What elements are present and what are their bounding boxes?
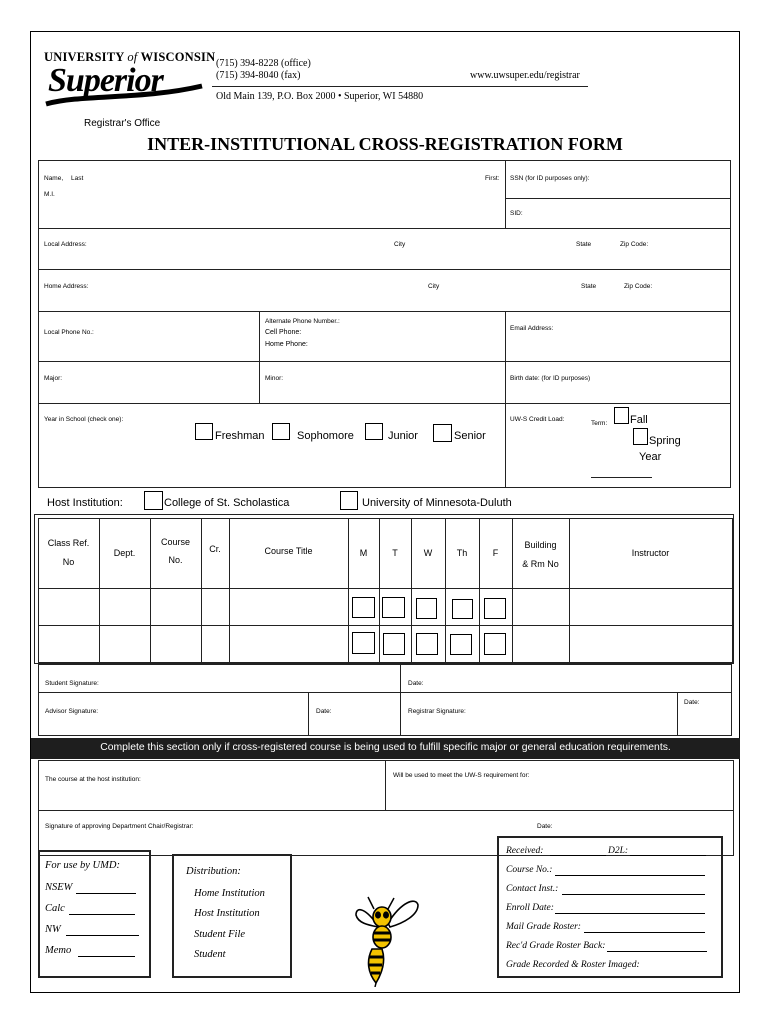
row1-tuesday-checkbox[interactable]: [382, 597, 405, 618]
senior-label: Senior: [454, 430, 486, 442]
signature-section: [38, 664, 732, 736]
received-label: Received:: [506, 846, 544, 856]
section-banner-text: Complete this section only if cross-registered course is being used to fulfill specific major or general education requirements.: [100, 742, 671, 753]
course-title-header: Course Title: [264, 546, 313, 556]
row1-monday-checkbox[interactable]: [352, 597, 375, 618]
distribution-student-file: Student File: [194, 929, 246, 940]
local-address-label: Local Address:: [44, 241, 87, 248]
thursday-header: Th: [456, 548, 468, 558]
wednesday-header: W: [423, 548, 433, 558]
contact-inst-line[interactable]: [562, 894, 705, 895]
local-zip-label: Zip Code:: [620, 241, 649, 248]
university-name: UNIVERSITY of WISCONSIN: [44, 50, 216, 64]
course-no-header: Course: [160, 537, 190, 547]
logo-word: Superior: [48, 62, 163, 99]
mailing-address: Old Main 139, P.O. Box 2000 • Superior, WI 54880: [216, 91, 424, 102]
student-date-label: Date:: [408, 680, 424, 687]
fall-label: Fall: [630, 414, 648, 426]
row2-tuesday-checkbox[interactable]: [383, 633, 405, 655]
umd-nsew-label: NSEW: [45, 882, 73, 893]
course-no-label: Course No.:: [506, 865, 553, 875]
distribution-student: Student: [194, 949, 226, 960]
friday-header: F: [492, 548, 499, 558]
spring-checkbox[interactable]: [633, 428, 648, 445]
email-label: Email Address:: [510, 325, 554, 332]
umd-nw-line[interactable]: [66, 935, 139, 936]
grade-roster-back-label: Rec'd Grade Roster Back:: [506, 941, 606, 951]
junior-label: Junior: [388, 430, 418, 442]
d2l-line[interactable]: [630, 855, 706, 856]
minor-label: Minor:: [265, 375, 284, 382]
advisor-date-label: Date:: [316, 708, 332, 715]
row2-wednesday-checkbox[interactable]: [416, 633, 438, 655]
umd-memo-label: Memo: [45, 945, 72, 956]
distribution-home: Home Institution: [194, 888, 265, 899]
dept-header: Dept.: [113, 548, 136, 558]
home-address-label: Home Address:: [44, 283, 89, 290]
local-state-label: State: [576, 241, 592, 248]
home-city-label: City: [428, 283, 440, 290]
tuesday-header: T: [392, 548, 398, 558]
major-label: Major:: [44, 375, 63, 382]
home-zip-label: Zip Code:: [624, 283, 653, 290]
university-logo: [40, 46, 216, 136]
local-phone-label: Local Phone No.:: [44, 329, 94, 336]
spring-label: Spring: [649, 435, 681, 447]
logo-swoosh: [42, 64, 204, 106]
credits-header: Cr.: [209, 544, 221, 554]
contact-inst-label: Contact Inst.:: [506, 884, 559, 894]
d2l-label: D2L:: [608, 846, 629, 856]
building-header-rm: & Rm No: [522, 559, 559, 569]
year-in-school-label: Year in School (check one):: [44, 416, 124, 423]
course-no-line[interactable]: [555, 875, 705, 876]
received-line[interactable]: [550, 855, 606, 856]
registrar-office-label: Registrar's Office: [84, 118, 161, 129]
sophomore-label: Sophomore: [297, 430, 354, 442]
row2-thursday-checkbox[interactable]: [450, 634, 472, 655]
year-label: Year: [639, 451, 662, 463]
dept-chair-signature-label: Signature of approving Department Chair/Registrar:: [45, 823, 194, 830]
dept-chair-date-label: Date:: [537, 823, 553, 830]
website: www.uwsuper.edu/registrar: [470, 70, 580, 81]
umd-nw-label: NW: [45, 924, 61, 935]
form-title: INTER-INSTITUTIONAL CROSS-REGISTRATION FORM: [147, 134, 623, 154]
grade-recorded-label: Grade Recorded & Roster Imaged:: [506, 960, 640, 970]
umd-memo-line[interactable]: [78, 956, 135, 957]
enroll-date-line[interactable]: [555, 913, 705, 914]
course-no-header-no: No.: [168, 555, 183, 565]
advisor-signature-label: Advisor Signature:: [45, 708, 99, 715]
row1-thursday-checkbox[interactable]: [452, 599, 473, 619]
row1-wednesday-checkbox[interactable]: [416, 598, 437, 619]
row2-monday-checkbox[interactable]: [352, 632, 375, 654]
cell-phone-label: Cell Phone:: [265, 329, 302, 336]
fall-checkbox[interactable]: [614, 407, 629, 424]
birth-date-label: Birth date: (for ID purposes): [510, 375, 591, 382]
sophomore-checkbox[interactable]: [272, 423, 290, 440]
enroll-date-label: Enroll Date:: [506, 903, 554, 913]
scholastica-label: College of St. Scholastica: [164, 497, 290, 509]
term-label: Term:: [591, 420, 608, 427]
mail-grade-roster-label: Mail Grade Roster:: [506, 922, 581, 932]
registrar-date-label: Date:: [684, 699, 700, 706]
student-signature-label: Student Signature:: [45, 680, 99, 687]
phone-fax: (715) 394-8040 (fax): [216, 70, 301, 81]
senior-checkbox[interactable]: [433, 424, 452, 442]
registrar-signature-label: Registrar Signature:: [408, 708, 466, 715]
junior-checkbox[interactable]: [365, 423, 383, 440]
home-state-label: State: [581, 283, 597, 290]
phone-office: (715) 394-8228 (office): [216, 58, 311, 69]
sid-label: SID:: [510, 210, 523, 217]
umd-label: University of Minnesota-Duluth: [362, 497, 512, 509]
ssn-label: SSN (for ID purposes only):: [510, 175, 590, 182]
row1-friday-checkbox[interactable]: [484, 598, 506, 619]
requirement-for-label: Will be used to meet the UW-S requirement for:: [393, 772, 530, 779]
monday-header: M: [359, 548, 368, 558]
freshman-checkbox[interactable]: [195, 423, 213, 440]
home-phone-label: Home Phone:: [265, 341, 308, 348]
yellowjacket-mascot: [352, 893, 420, 987]
distribution-title: Distribution:: [186, 866, 241, 877]
course-at-host-label: The course at the host institution:: [45, 776, 141, 783]
first-name-label: First:: [485, 175, 500, 182]
credit-load-label: UW-S Credit Load:: [510, 416, 565, 423]
host-institution-label: Host Institution:: [47, 497, 123, 509]
personal-info-section: [38, 160, 731, 488]
umd-nsew-line[interactable]: [76, 893, 136, 894]
header-rule: [212, 86, 588, 87]
alt-phone-label: Alternate Phone Number.:: [265, 318, 340, 325]
last-name-label: Last: [71, 175, 84, 182]
umd-calc-line[interactable]: [69, 914, 135, 915]
mail-grade-roster-line[interactable]: [584, 932, 705, 933]
distribution-host: Host Institution: [194, 908, 260, 919]
umd-checkbox[interactable]: [340, 491, 358, 510]
name-label: Name,: [44, 175, 64, 182]
umd-calc-label: Calc: [45, 903, 65, 914]
instructor-header: Instructor: [631, 548, 670, 558]
class-ref-header: Class Ref.: [47, 538, 90, 548]
row2-friday-checkbox[interactable]: [484, 633, 506, 655]
class-ref-header-no: No: [62, 557, 75, 567]
local-city-label: City: [394, 241, 406, 248]
grade-roster-back-line[interactable]: [607, 951, 707, 952]
building-header: Building: [524, 540, 557, 550]
scholastica-checkbox[interactable]: [144, 491, 163, 510]
year-line[interactable]: [591, 477, 652, 478]
umd-title: For use by UMD:: [45, 860, 120, 871]
freshman-label: Freshman: [215, 430, 265, 442]
mi-label: M.I.: [44, 191, 55, 198]
